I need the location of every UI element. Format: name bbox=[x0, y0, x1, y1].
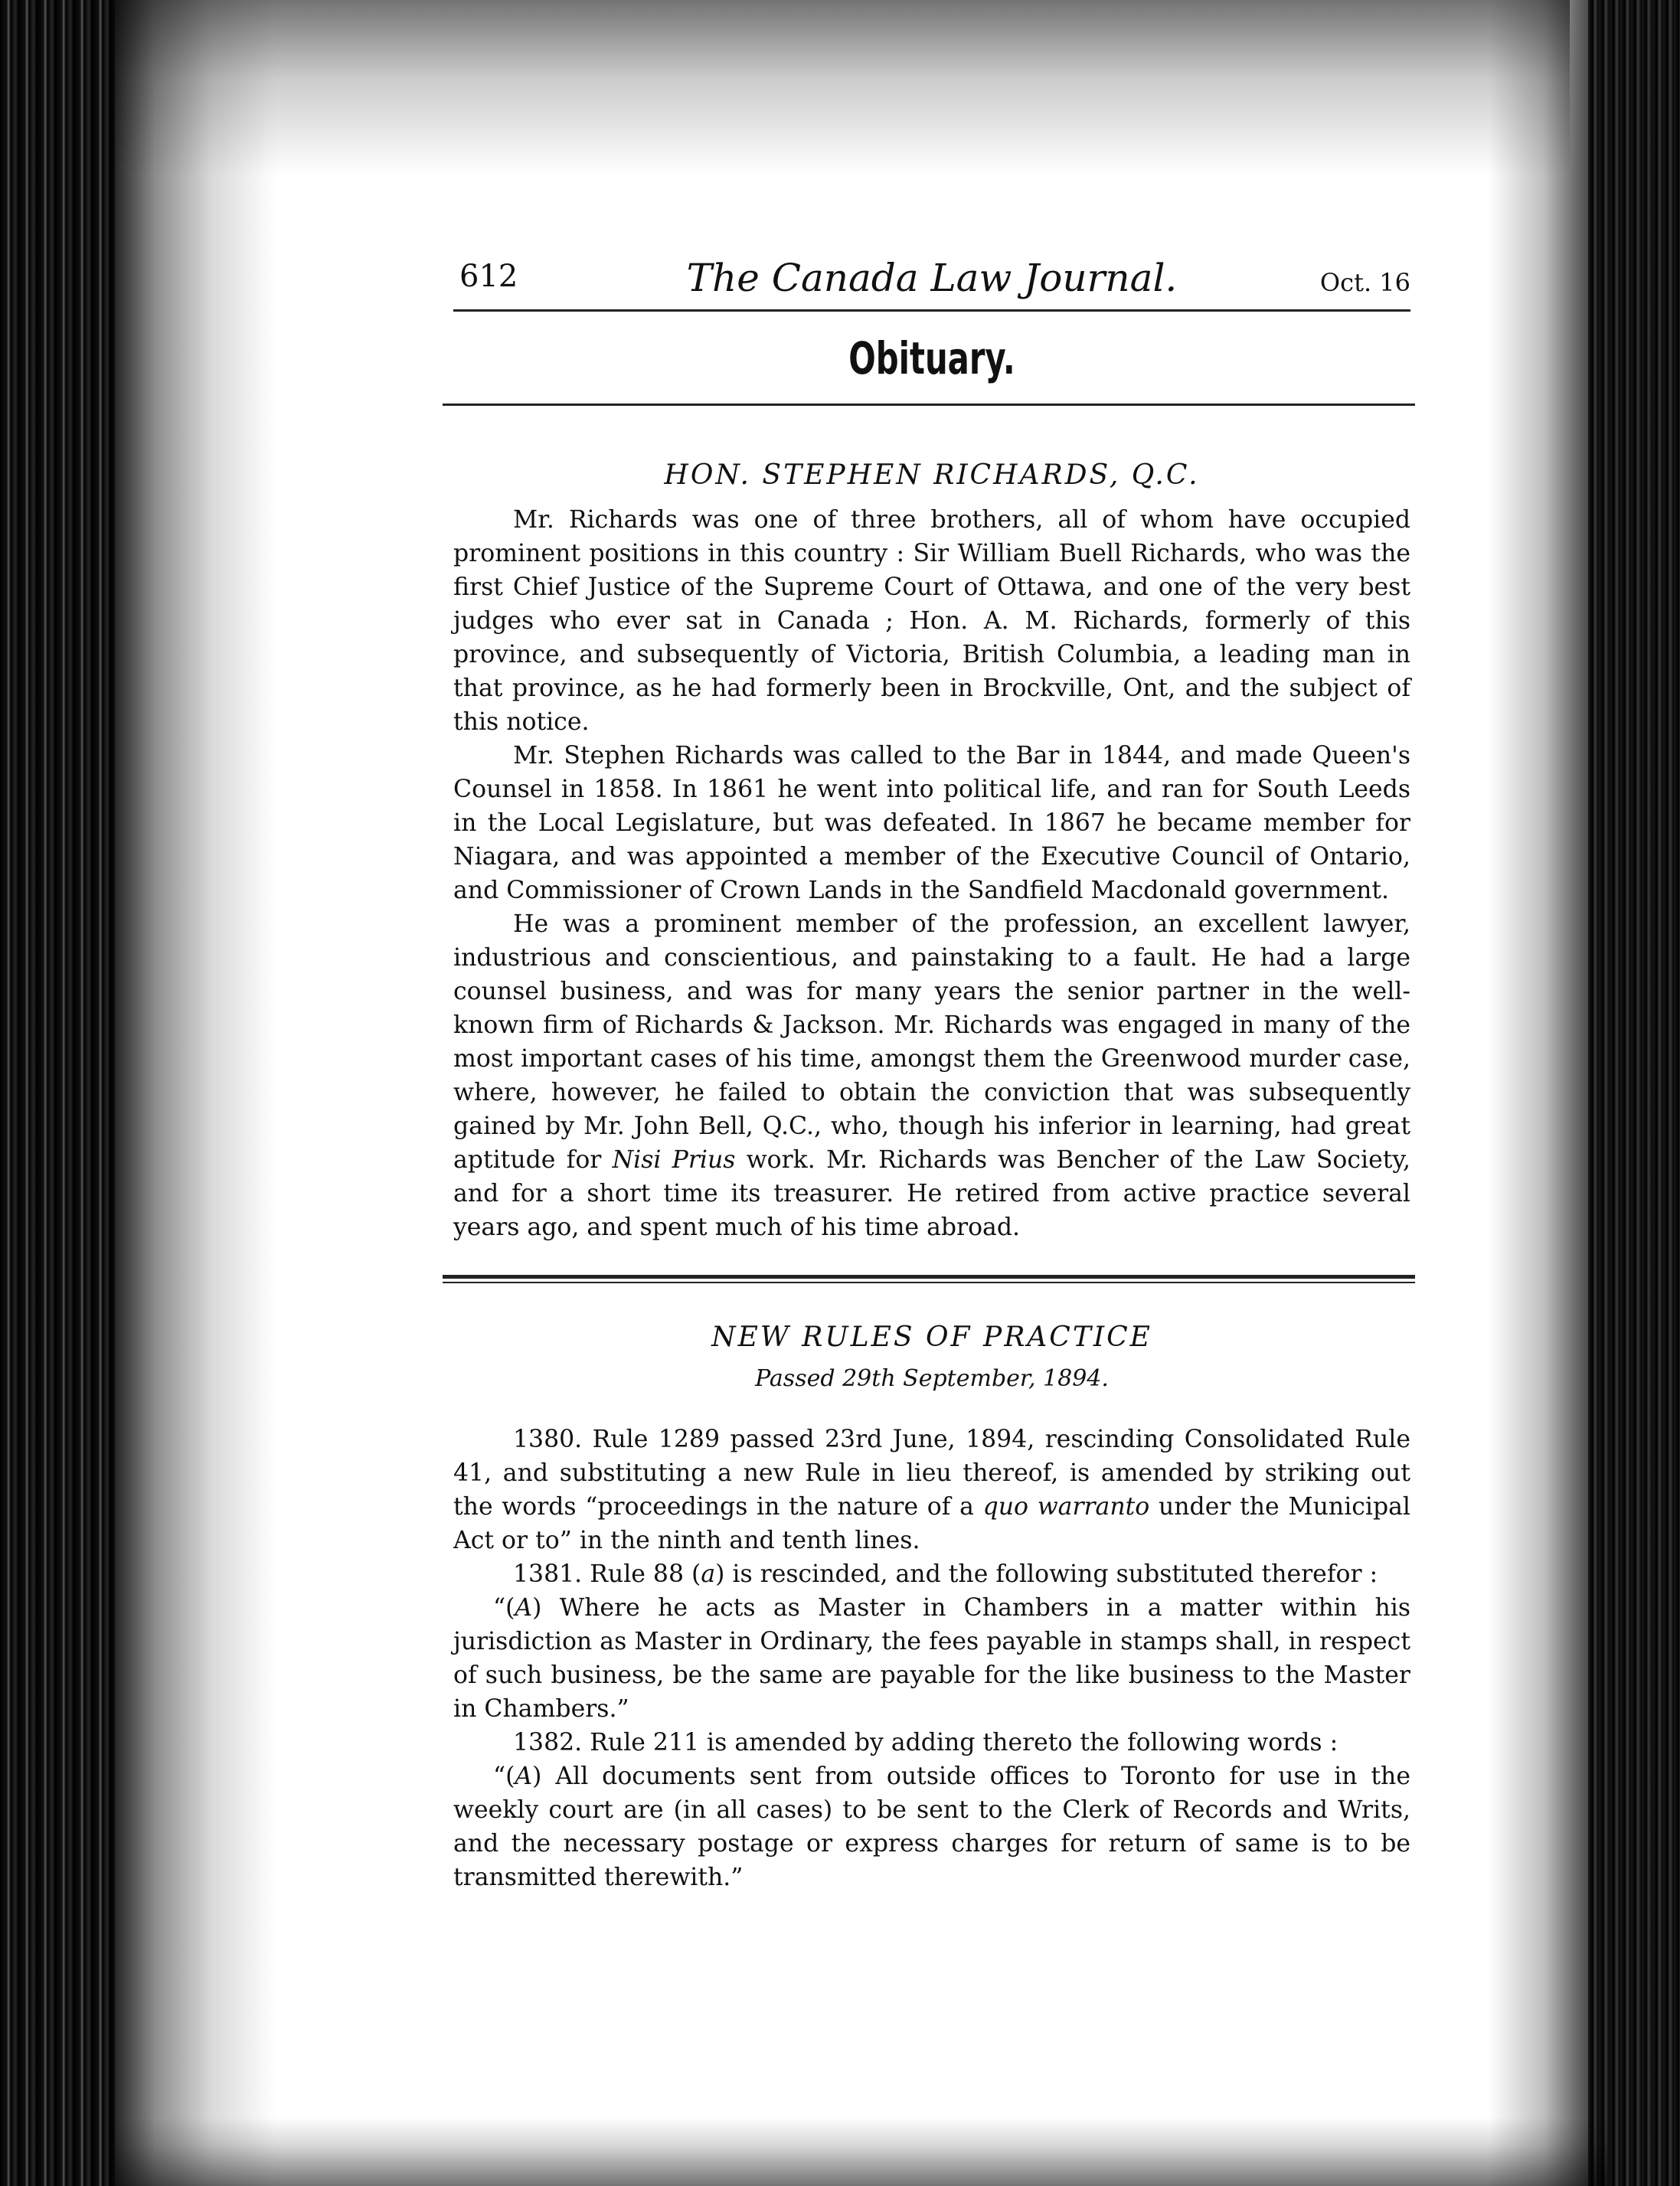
rule-1380 bbox=[453, 1423, 1410, 1557]
spine-shadow bbox=[115, 0, 276, 2186]
rule-1382-quote bbox=[453, 1760, 1410, 1894]
rules-subheading: Passed 29th September, 1894. bbox=[755, 1365, 1109, 1392]
rule-text: 1381. Rule 88 ( bbox=[513, 1560, 701, 1588]
top-scan-shadow bbox=[115, 0, 1570, 176]
quote-letter: A bbox=[515, 1594, 533, 1622]
obituary-text: He was a prominent member of the profession, an excellent lawyer, industrious and conscientious, and painstaking to a fault. He had a large counsel business, and was for many years the senior partner in the well-known firm of Richards & Jackson. Mr. Richards was engaged in many of the most important cases of his time, amongst them the Greenwood murder case, where, however, he failed to obtain the conviction that was subsequently gained by Mr. John Bell, Q.C., who, though his inferior in learning, had great aptitude for bbox=[453, 910, 1410, 1174]
section-title: Obituary. bbox=[848, 332, 1015, 384]
obituary-paragraph: Mr. Stephen Richards was called to the Bar in 1844, and made Queen's Counsel in 1858. In 1861 he went into political life, and ran for South Leeds in the Local Legislature, but was defeated. In 1867 he became member for Niagara, and was appointed a member of the Executive Council of Ontario, and Commissioner of Crown Lands in the Sandfield Macdonald government. bbox=[453, 742, 1410, 904]
rule-1381 bbox=[453, 1557, 1410, 1591]
double-divider-rule bbox=[443, 1275, 1415, 1283]
rules-heading: NEW RULES OF PRACTICE bbox=[711, 1322, 1152, 1353]
rule-text: 1380. Rule 1289 passed 23rd June, 1894, rescinding Consolidated Rule 41, and substituting a new Rule in lieu thereof, is amended by striking out the words “proceedings in the nature of a bbox=[453, 1426, 1410, 1521]
page-number: 612 bbox=[459, 259, 518, 294]
quote-text: ) All documents sent from outside offices to Toronto for use in the weekly court are (in all cases) to be sent to the Clerk of Records and Writs, and the necessary postage or express charges for return of same is to be transmitted therewith.” bbox=[453, 1763, 1410, 1891]
quote-open: “( bbox=[493, 1594, 515, 1622]
journal-title: The Canada Law Journal. bbox=[686, 256, 1178, 300]
obituary-italic-term: Nisi Prius bbox=[612, 1146, 736, 1174]
rule-text: ) is rescinded, and the following substituted therefor : bbox=[715, 1560, 1378, 1588]
journal-page bbox=[453, 256, 1411, 1894]
divider-rule bbox=[443, 404, 1415, 406]
obituary-paragraph bbox=[453, 907, 1410, 1244]
page-edge-right bbox=[1588, 0, 1680, 2186]
rules-article bbox=[453, 1322, 1410, 1894]
quote-text: ) Where he acts as Master in Chambers in a matter within his jurisdiction as Master in Ordinary, the fees payable in stamps shall, in respect of such business, be the same are payable for the like business to the Master in Chambers.” bbox=[453, 1594, 1410, 1723]
right-scan-shadow bbox=[1489, 0, 1588, 2186]
obituary-article bbox=[453, 459, 1410, 1244]
rule-italic-term: quo warranto bbox=[982, 1493, 1150, 1521]
book-spine-edge bbox=[0, 0, 115, 2186]
obituary-text: work. Mr. Richards was Bencher of the Law Society, and for a short time its treasurer. He retired from active practice several years ago, and spent much of his time abroad. bbox=[453, 1146, 1411, 1241]
rule-1382: 1382. Rule 211 is amended by adding thereto the following words : bbox=[513, 1729, 1338, 1756]
bottom-scan-shadow bbox=[115, 2117, 1608, 2186]
quote-letter: A bbox=[515, 1763, 533, 1790]
obituary-paragraph: Mr. Richards was one of three brothers, all of whom have occupied prominent positions in this country : Sir William Buell Richards, who was the first Chief Justice of the Supreme Court of Ottawa, and one of the very best judges who ever sat in Canada ; Hon. A. M. Richards, formerly of this province, and subsequently of Victoria, British Columbia, a leading man in that province, as he had formerly been in Brockville, Ont, and the subject of this notice. bbox=[453, 506, 1410, 736]
obituary-heading: HON. STEPHEN RICHARDS, Q.C. bbox=[664, 459, 1200, 491]
issue-date: Oct. 16 bbox=[1319, 268, 1410, 297]
running-header bbox=[453, 256, 1410, 312]
quote-open: “( bbox=[493, 1763, 515, 1790]
rule-text: under the Municipal Act or to” in the ninth and tenth lines. bbox=[453, 1493, 1411, 1554]
rule-1381-quote bbox=[453, 1591, 1410, 1726]
rule-italic-term: a bbox=[701, 1560, 716, 1588]
